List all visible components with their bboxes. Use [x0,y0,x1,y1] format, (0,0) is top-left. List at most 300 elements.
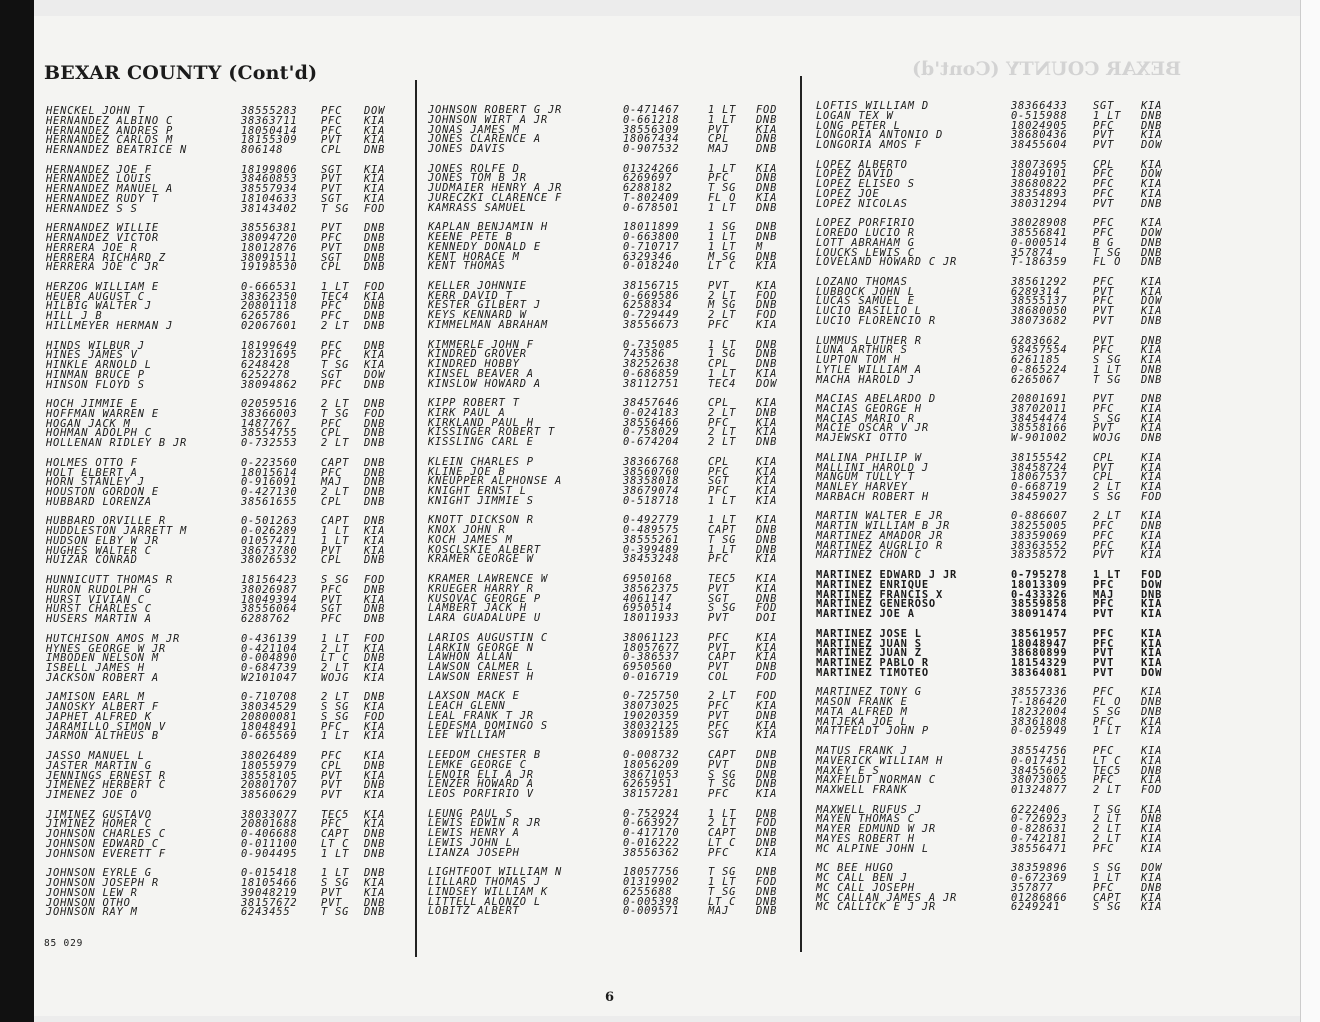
entry-name: JASSO MANUEL L [46,750,145,763]
roster-entry [46,907,406,917]
entry-name: KIRK PAUL A [428,406,506,419]
entry-name: LEMKE GEORGE C [428,758,527,771]
entry-rank: S SG [1093,862,1122,875]
entry-casualty: KIA [1141,412,1163,425]
entry-rank: 2 LT [708,690,737,703]
entry-serial: 6248428 [241,359,291,372]
entry-name: MC CALL JOSEPH [816,881,915,894]
entry-serial: 38362350 [241,290,298,303]
entry-rank: S SG [321,710,350,723]
entry-casualty: DNB [1141,256,1163,269]
entry-rank: 1 LT [708,543,737,556]
roster-entry [46,262,406,272]
entry-casualty: DNB [364,867,386,880]
entry-serial: 38363711 [241,114,298,127]
roster-entry [816,550,1176,560]
entry-name: MAXFELDT NORMAN C [816,774,936,787]
entry-casualty: KIA [1141,686,1163,699]
entry-casualty: KIA [756,455,778,468]
roster-entry [816,844,1176,854]
entry-serial: 38073682 [1011,314,1068,327]
entry-rank: PFC [1093,842,1115,855]
roster-entry [428,848,793,858]
entry-name: MC CALLAN JAMES A JR [816,891,958,904]
roster-entry [816,199,1176,209]
entry-name: KINSLOW HOWARD A [428,377,541,390]
entry-serial: 18156423 [241,574,298,587]
entry-serial: 0-710717 [623,240,680,253]
roster-entry [428,730,793,740]
roster-group [46,165,406,214]
entry-name: KUSOVAC GEORGE P [428,592,541,605]
entry-serial: 38562375 [623,582,680,595]
entry-serial: 0-223560 [241,456,298,469]
entry-casualty: DNB [364,241,386,254]
roster-entry [46,380,406,390]
entry-rank: PFC [1093,187,1115,200]
entry-serial: 0-669586 [623,289,680,302]
entry-name: HERNANDEZ MANUEL A [46,183,174,196]
entry-serial: 0-421104 [241,642,298,655]
entry-name: LEACH GLENN [428,700,506,713]
entry-casualty: DNB [364,222,386,235]
entry-serial: 0-024183 [623,406,680,419]
entry-casualty: DNB [756,895,778,908]
entry-rank: PFC [1093,881,1115,894]
roster-column-1 [46,106,406,927]
entry-name: MC BEE HUGO [816,862,894,875]
entry-casualty: DOW [1141,227,1163,240]
entry-serial: 38155542 [1011,451,1068,464]
entry-casualty: DNB [364,906,386,919]
entry-rank: T SG [708,182,737,195]
entry-casualty: DNB [364,486,386,499]
entry-name: HERNANDEZ RUDY T [46,192,159,205]
entry-name: MALINA PHILIP W [816,451,922,464]
roster-group [816,805,1176,854]
entry-name: LUCIO FLORENCIO R [816,314,936,327]
entry-casualty: DNB [1141,432,1163,445]
entry-serial: 6258834 [623,299,673,312]
entry-serial: 0-678501 [623,201,680,214]
entry-serial: W-901002 [1011,432,1068,445]
entry-rank: TEC4 [321,290,350,303]
entry-casualty: KIA [1141,872,1163,885]
entry-name: KIMMELMAN ABRAHAM [428,318,548,331]
roster-entry [428,496,793,506]
entry-name: KAMRASS SAMUEL [428,201,527,214]
entry-name: HERZOG WILLIAM E [46,280,159,293]
entry-casualty: KIA [364,886,386,899]
roster-entry [428,554,793,564]
entry-name: HOCH JIMMIE E [46,398,138,411]
entry-name: MASON FRANK E [816,696,908,709]
entry-serial: 0-729449 [623,309,680,322]
entry-casualty: DNB [756,758,778,771]
entry-name: KOSCLSKIE ALBERT [428,543,541,556]
entry-name: HUBBARD LORENZA [46,495,152,508]
roster-group [428,633,793,682]
entry-rank: 1 LT [1093,363,1122,376]
entry-serial: 18056209 [623,758,680,771]
entry-serial: 0-672369 [1011,872,1068,885]
entry-name: HYNES GEORGE W JR [46,642,166,655]
entry-rank: PFC [708,700,730,713]
entry-casualty: FOD [756,876,778,889]
entry-name: MATTFELDT JOHN P [816,725,929,738]
entry-rank: LT C [1093,754,1122,767]
entry-serial: 6252278 [241,368,291,381]
entry-name: MARTINEZ GENEROSO [816,598,936,611]
roster-entry [816,609,1176,619]
entry-casualty: KIA [1141,803,1163,816]
entry-name: HEUER AUGUST C [46,290,145,303]
entry-rank: 1 LT [1093,109,1122,122]
entry-serial: 38680050 [1011,305,1068,318]
roster-entry [428,906,793,916]
roster-group [428,750,793,799]
entry-name: MATJEKA JOE L [816,715,908,728]
entry-casualty: DNB [364,144,386,156]
entry-casualty: KIA [756,631,778,644]
entry-casualty: KIA [1141,354,1163,367]
entry-casualty: KIA [364,134,386,147]
bleed-through-title: BEXAR COUNTY (Cont'd) [912,58,1182,80]
entry-casualty: DNB [1141,393,1163,406]
entry-serial: 38457646 [623,397,680,410]
entry-serial: 6289314 [1011,285,1061,298]
entry-name: HINMAN BRUCE P [46,368,145,381]
entry-serial: 38031294 [1011,197,1068,210]
entry-casualty: DOW [364,105,386,117]
entry-name: LEUNG PAUL S [428,807,513,820]
entry-casualty: DNB [756,113,778,126]
entry-rank: PFC [1093,637,1115,650]
entry-rank: PFC [708,318,730,331]
entry-rank: PVT [708,123,730,136]
entry-name: MARTINEZ JOSE L [816,627,922,640]
entry-casualty: KIA [756,719,778,732]
entry-rank: 1 LT [708,807,737,820]
roster-entry [46,731,406,741]
entry-casualty: FOD [756,309,778,322]
entry-serial: 0-386537 [623,651,680,664]
entry-casualty: DNB [364,515,386,528]
entry-rank: LT C [708,836,737,849]
roster-group [46,692,406,741]
entry-casualty: DNB [756,406,778,419]
entry-rank: PVT [1093,139,1115,151]
entry-rank: PFC [1093,402,1115,415]
entry-name: KINDRED HOBBY [428,358,520,371]
roster-entry [46,673,406,683]
entry-serial: 0-518718 [623,494,680,507]
entry-name: LOPEZ DAVID [816,168,894,181]
entry-rank: LT C [321,837,350,850]
entry-casualty: KIA [756,573,778,586]
entry-rank: T SG [708,866,737,879]
entry-serial: 0-417170 [623,827,680,840]
entry-serial: 38671053 [623,768,680,781]
entry-casualty: DNB [756,543,778,556]
entry-serial: T-802409 [623,191,680,204]
entry-serial: 0-016222 [623,836,680,849]
entry-casualty: DNB [364,759,386,772]
entry-rank: PFC [321,818,343,831]
entry-casualty: KIA [1141,510,1163,523]
entry-name: KIRKLAND PAUL H [428,416,534,429]
entry-serial: 0-666531 [241,280,298,293]
entry-name: MARTINEZ PABLO R [816,657,929,670]
entry-name: MANGUM TULLY T [816,471,915,484]
entry-casualty: KIA [1141,627,1163,640]
entry-casualty: KIA [1141,637,1163,650]
entry-name: HUSERS MARTIN A [46,613,152,626]
entry-serial: 20801118 [241,300,298,313]
entry-name: MC CALLICK E J JR [816,901,936,914]
entry-serial: 6265951 [623,778,673,791]
entry-name: KNIGHT ERNST L [428,485,527,498]
entry-rank: S SG [321,877,350,890]
entry-casualty: DNB [1141,363,1163,376]
entry-rank: 2 LT [708,426,737,439]
roster-entry [428,613,793,623]
roster-entry [46,497,406,507]
entry-serial: 0-865224 [1011,363,1068,376]
entry-casualty: DNB [756,143,778,155]
entry-name: JOHNSON OTHO [46,896,131,909]
entry-serial: 38359896 [1011,862,1068,875]
entry-casualty: KIA [756,788,778,801]
entry-name: LEWIS HENRY A [428,827,520,840]
entry-name: LILLARD THOMAS J [428,876,541,889]
entry-name: MARTINEZ AMADOR JR [816,529,944,542]
entry-casualty: DNB [364,466,386,479]
entry-rank: FL O [708,191,737,204]
entry-name: MARTIN WILLIAM B JR [816,520,951,533]
entry-casualty: KIA [364,720,386,733]
entry-rank: CPL [321,495,343,508]
entry-name: LOPEZ JOE [816,187,880,200]
entry-name: KINSEL BEAVER A [428,367,534,380]
entry-name: MARTINEZ CHON C [816,549,922,562]
entry-serial: 38458724 [1011,461,1068,474]
entry-name: KISSLING CARL E [428,436,534,449]
entry-name: LAWSON ERNEST H [428,670,534,683]
entry-serial: 18199806 [241,163,298,176]
roster-entry [46,614,406,624]
roster-group [428,222,793,271]
entry-rank: 1 LT [708,240,737,253]
entry-serial: 01324266 [623,162,680,175]
entry-serial: 38680899 [1011,647,1068,660]
entry-serial: 0-732553 [241,437,298,450]
entry-name: LEAL FRANK T JR [428,709,534,722]
entry-name: LIANZA JOSEPH [428,846,520,859]
entry-name: HOFFMAN WARREN E [46,407,159,420]
page-number: 6 [605,990,615,1005]
entry-rank: MAJ [321,476,343,489]
entry-rank: CPL [1093,158,1115,171]
entry-casualty: KIA [1141,529,1163,542]
scan-right-edge [1300,0,1320,1022]
entry-rank: M SG [708,250,737,263]
entry-casualty: DOW [1141,578,1163,591]
entry-serial: 38366433 [1011,100,1068,112]
entry-name: HOLLENAN RIDLEY B JR [46,437,188,450]
entry-casualty: KIA [1141,178,1163,191]
entry-casualty: KIA [756,123,778,136]
entry-rank: 1 LT [321,280,350,293]
entry-serial: 20800081 [241,710,298,723]
entry-serial: 38556471 [1011,842,1068,855]
entry-rank: TEC5 [321,808,350,821]
entry-serial: 4061147 [623,592,673,605]
entry-casualty: DNB [364,378,386,391]
entry-name: JOHNSON CHARLES C [46,828,166,841]
entry-name: HENCKEL JOHN T [46,105,145,117]
entry-name: KIMMERLE JOHN F [428,338,534,351]
entry-name: LAWSON CALMER L [428,661,534,674]
entry-name: HOGAN JACK M [46,417,131,430]
entry-serial: 38455604 [1011,139,1068,151]
entry-serial: 38359069 [1011,529,1068,542]
entry-name: HERNANDEZ JOE F [46,163,152,176]
entry-name: KOCH JAMES M [428,533,513,546]
entry-rank: CAPT [1093,891,1122,904]
entry-casualty: DNB [1141,314,1163,327]
entry-rank: CPL [321,759,343,772]
entry-name: LAXSON MACK E [428,690,520,703]
entry-name: JOHNSON EYRLE G [46,867,152,880]
entry-name: LEEDOM CHESTER B [428,749,541,762]
entry-serial: 0-710708 [241,691,298,704]
entry-serial: 18067537 [1011,471,1068,484]
roster-entry [428,672,793,682]
entry-rank: 1 LT [708,113,737,126]
entry-serial: 38366768 [623,455,680,468]
entry-serial: 18049394 [241,593,298,606]
entry-rank: 1 LT [321,534,350,547]
entry-casualty: KIA [364,163,386,176]
entry-serial: 0-726923 [1011,813,1068,826]
entry-serial: 18155309 [241,134,298,147]
entry-rank: SGT [1093,100,1115,112]
entry-casualty: DNB [756,778,778,791]
entry-rank: S SG [708,768,737,781]
entry-serial: 38156715 [623,279,680,292]
entry-casualty: KIA [756,162,778,175]
entry-rank: T SG [321,359,350,372]
entry-rank: 1 SG [708,221,737,234]
entry-name: HERNANDEZ WILLIE [46,222,159,235]
entry-casualty: DNB [756,201,778,214]
entry-casualty: DNB [1141,764,1163,777]
entry-rank: CPL [321,554,343,567]
entry-casualty: KIA [1141,774,1163,787]
entry-name: LEOS PORFIRIO V [428,788,534,801]
roster-entry [428,144,793,154]
entry-name: MATUS FRANK J [816,745,908,758]
entry-rank: PFC [1093,168,1115,181]
entry-serial: 38556064 [241,603,298,616]
entry-serial: 38032125 [623,719,680,732]
entry-rank: SGT [321,251,343,264]
entry-rank: 1 LT [708,494,737,507]
entry-name: MAYES ROBERT H [816,832,915,845]
entry-serial: 18104633 [241,192,298,205]
entry-rank: PVT [1093,285,1115,298]
entry-serial: 0-004890 [241,652,298,665]
entry-casualty: KIA [364,290,386,303]
entry-rank: 2 LT [321,319,350,332]
entry-casualty: DNB [756,348,778,361]
entry-serial: 0-492779 [623,514,680,527]
entry-casualty: FOD [364,407,386,420]
entry-serial: 38026532 [241,554,298,567]
entry-rank: PFC [321,613,343,626]
entry-casualty: DNB [364,583,386,596]
entry-rank: PVT [321,173,343,186]
entry-rank: 2 LT [321,486,350,499]
entry-name: LYTLE WILLIAM A [816,363,922,376]
entry-casualty: DNB [364,554,386,567]
entry-casualty: FOD [756,690,778,703]
entry-casualty: KIA [1141,100,1163,112]
entry-name: HILLMEYER HERMAN J [46,319,174,332]
entry-casualty: DOW [756,377,778,390]
entry-serial: 38557934 [241,183,298,196]
entry-casualty: KIA [1141,823,1163,836]
entry-casualty: DNB [756,592,778,605]
entry-serial: 38556466 [623,416,680,429]
roster-group [816,160,1176,209]
entry-casualty: DNB [364,251,386,264]
entry-casualty: DNB [1141,881,1163,894]
entry-rank: PVT [708,612,730,625]
entry-casualty: KIA [364,877,386,890]
entry-rank: B G [1093,236,1115,249]
entry-serial: 6950514 [623,602,673,615]
entry-serial: 0-674204 [623,436,680,449]
entry-rank: MAJ [708,143,730,155]
entry-name: JOHNSON RAY M [46,906,138,919]
entry-name: LAMBERT JACK H [428,602,527,615]
roster-entry [428,320,793,330]
entry-casualty: KIA [1141,158,1163,171]
entry-serial: 0-668719 [1011,481,1068,494]
entry-name: MAXEY E S [816,764,880,777]
entry-rank: PVT [708,661,730,674]
entry-casualty: KIA [364,534,386,547]
entry-name: HINDS WILBUR J [46,339,145,352]
entry-name: HOUSTON GORDON E [46,486,159,499]
entry-name: LIGHTFOOT WILLIAM N [428,866,563,879]
entry-rank: WOJG [321,671,350,684]
roster-column-2 [428,105,793,926]
entry-rank: PVT [1093,647,1115,660]
roster-group [46,223,406,272]
entry-casualty: DNB [364,310,386,323]
entry-casualty: KIA [364,114,386,127]
entry-rank: PFC [321,232,343,245]
entry-name: HERNANDEZ VICTOR [46,232,159,245]
entry-name: KINDRED GROVER [428,348,527,361]
entry-serial: 0-427130 [241,486,298,499]
entry-name: HUBBARD ORVILLE R [46,515,166,528]
entry-casualty: KIA [1141,901,1163,914]
entry-name: JONAS JAMES M [428,123,520,136]
